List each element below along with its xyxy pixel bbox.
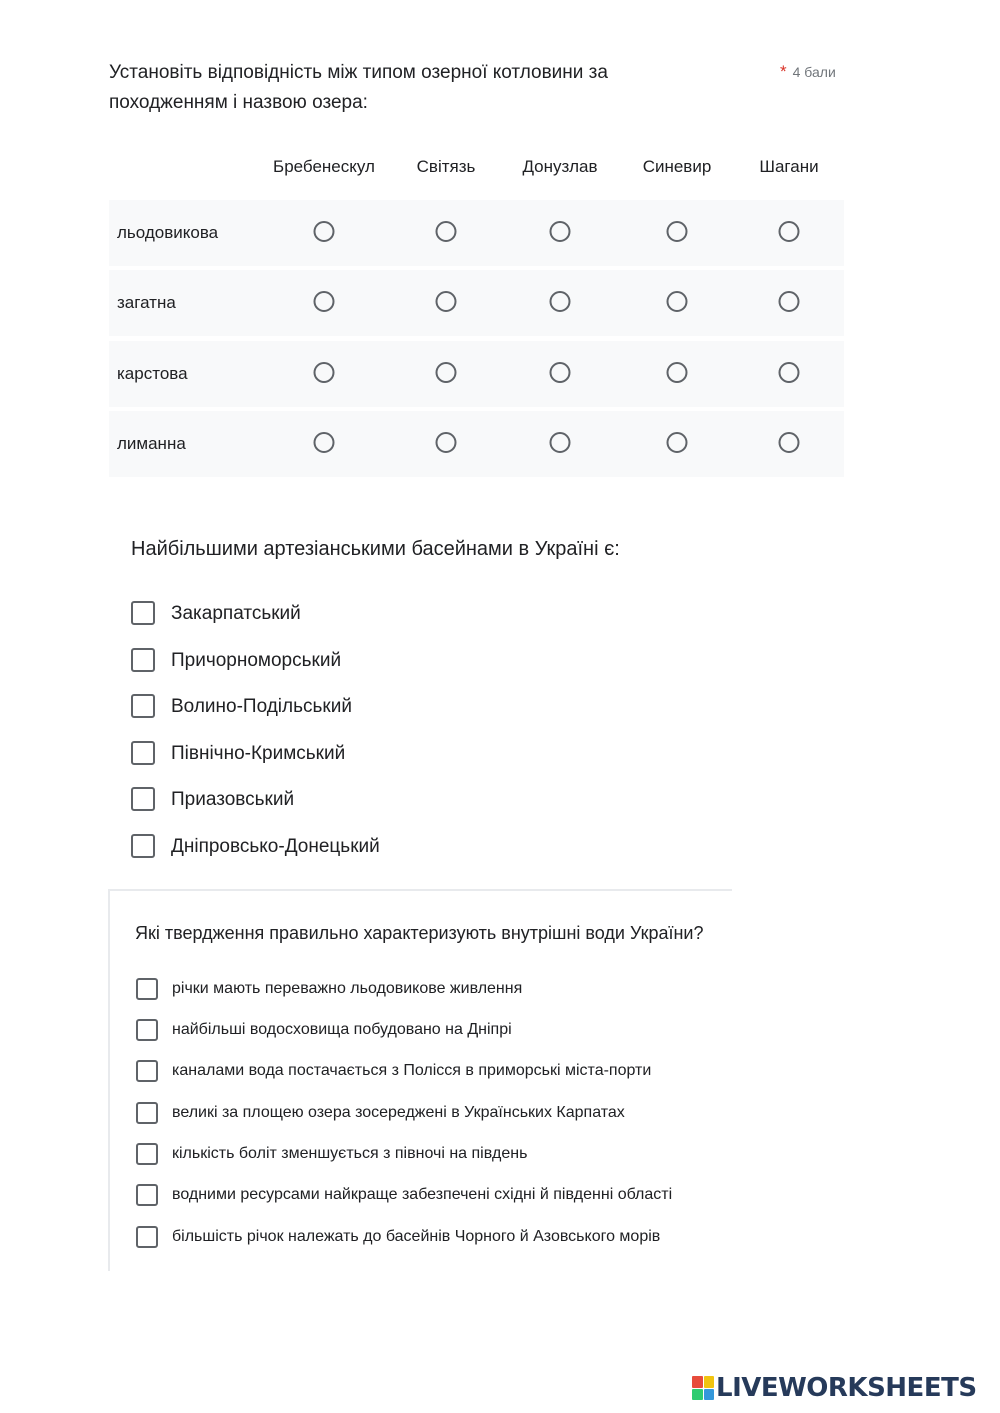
column-header: Бребенескул [273, 157, 375, 176]
radio-button[interactable] [667, 291, 688, 312]
row-label: загатна [117, 293, 176, 312]
radio-button[interactable] [436, 432, 457, 453]
grid-row [109, 341, 844, 407]
option-label: водними ресурсами найкраще забезпечені східні й південні області [172, 1186, 673, 1203]
radio-button[interactable] [779, 432, 800, 453]
brand-name: LIVEWORKSHEETS [716, 1373, 977, 1403]
checkbox[interactable] [131, 834, 155, 858]
option-label: каналами вода постачається з Полісся в приморські міста-порти [172, 1062, 652, 1079]
checkbox[interactable] [131, 648, 155, 672]
checkbox[interactable] [131, 787, 155, 811]
radio-button[interactable] [550, 362, 571, 383]
liveworksheets-brand [692, 1373, 977, 1403]
checkbox[interactable] [136, 1019, 158, 1041]
option-label: більшість річок належать до басейнів Чорного й Азовського морів [172, 1228, 661, 1245]
points-text: 4 бали [792, 64, 836, 80]
grid-row [109, 411, 844, 477]
radio-button[interactable] [779, 362, 800, 383]
checkbox[interactable] [131, 741, 155, 765]
column-header: Синевир [642, 157, 712, 176]
radio-button[interactable] [314, 291, 335, 312]
option-label: Приазовський [171, 789, 295, 810]
radio-button[interactable] [550, 432, 571, 453]
required-star: * [780, 62, 787, 81]
radio-button[interactable] [667, 432, 688, 453]
checkbox[interactable] [136, 1060, 158, 1082]
question-3-title: Які твердження правильно характеризують внутрішні води України? [135, 923, 704, 943]
grid-row [109, 270, 844, 336]
row-label: льодовикова [117, 223, 219, 242]
radio-button[interactable] [550, 291, 571, 312]
column-header: Донузлав [522, 157, 598, 176]
radio-button[interactable] [667, 221, 688, 242]
radio-button[interactable] [550, 221, 571, 242]
option-label: Північно-Кримський [171, 743, 346, 764]
checkbox[interactable] [136, 978, 158, 1000]
row-label: карстова [117, 364, 188, 383]
grid-row [109, 200, 844, 266]
radio-button[interactable] [436, 362, 457, 383]
radio-button[interactable] [314, 432, 335, 453]
option-label: Волино-Подільський [171, 696, 352, 717]
checkbox[interactable] [131, 694, 155, 718]
checkbox[interactable] [131, 601, 155, 625]
question-2-title: Найбільшими артезіанськими басейнами в Україні є: [131, 538, 620, 560]
radio-button[interactable] [779, 221, 800, 242]
liveworksheets-logo-icon [692, 1376, 714, 1400]
option-label: найбільші водосховища побудовано на Дніпрі [172, 1021, 512, 1038]
column-header: Шагани [759, 157, 819, 176]
column-header: Світязь [416, 157, 476, 176]
checkbox[interactable] [136, 1226, 158, 1248]
option-label: кількість боліт зменшується з півночі на південь [172, 1145, 528, 1162]
radio-button[interactable] [436, 291, 457, 312]
checkbox[interactable] [136, 1184, 158, 1206]
option-label: річки мають переважно льодовикове живлення [172, 980, 523, 997]
option-label: Причорноморський [171, 650, 342, 671]
radio-button[interactable] [314, 362, 335, 383]
option-label: Закарпатський [171, 603, 301, 624]
question-1-title: Установіть відповідність між типом озерної котловини за походженням і назвою озера: [109, 62, 608, 113]
checkbox[interactable] [136, 1143, 158, 1165]
radio-button[interactable] [667, 362, 688, 383]
row-label: лиманна [117, 434, 186, 453]
radio-button[interactable] [436, 221, 457, 242]
checkbox[interactable] [136, 1102, 158, 1124]
option-label: Дніпровсько-Донецький [171, 836, 380, 857]
radio-button[interactable] [314, 221, 335, 242]
option-label: великі за площею озера зосереджені в Українських Карпатах [172, 1104, 625, 1121]
radio-button[interactable] [779, 291, 800, 312]
points-label [780, 62, 836, 82]
